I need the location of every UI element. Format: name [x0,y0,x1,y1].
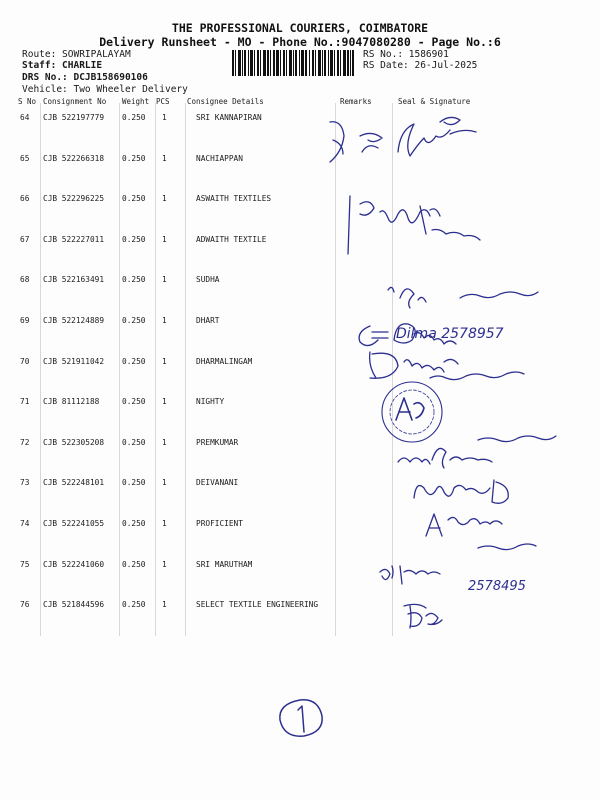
stamp-71 [382,382,442,442]
row-sno: 75 [20,560,30,569]
row-sno: 76 [20,600,30,609]
row-weight: 0.250 [122,438,146,447]
row-sno: 72 [20,438,30,447]
row-weight: 0.250 [122,235,146,244]
row-sno: 70 [20,357,30,366]
col-header-seal: Seal & Signature [398,97,471,106]
row-consignee: DEIVANANI [196,478,239,487]
column-rule [155,103,156,636]
drs-label: DRS No.: DCJB158690106 [22,72,148,83]
signature-64 [330,117,476,162]
route-label: Route: SOWRIPALAYAM [22,49,131,60]
row-consignee: DHARMALINGAM [196,357,253,366]
row-consignee: SRI KANNAPIRAN [196,113,262,122]
row-consignee: PROFICIENT [196,519,243,528]
row-consignee: ADWAITH TEXTILE [196,235,267,244]
row-consignment: CJB 522227011 [43,235,105,244]
row-weight: 0.250 [122,600,146,609]
signature-76 [404,604,442,628]
signature-69-text: Dilma 2578957 [396,326,504,342]
row-consignment: CJB 522241060 [43,560,105,569]
row-pcs: 1 [162,154,167,163]
row-consignment: CJB 522197779 [43,113,105,122]
row-consignee: NACHIAPPAN [196,154,243,163]
vehicle-label: Vehicle: Two Wheeler Delivery [22,84,188,95]
signature-66 [348,196,480,254]
row-sno: 74 [20,519,30,528]
row-pcs: 1 [162,519,167,528]
row-consignee: SRI MARUTHAM [196,560,253,569]
row-consignment: CJB 522266318 [43,154,105,163]
signature-73 [414,480,508,503]
row-consignee: DHART [196,316,220,325]
row-pcs: 1 [162,438,167,447]
runsheet-subtitle: Delivery Runsheet - MO - Phone No.:9047080280 - Page No.:6 [99,35,501,49]
signature-75 [380,566,440,584]
column-rule [40,103,41,636]
row-consignment: CJB 522248101 [43,478,105,487]
stamp-71-initials [396,398,424,420]
col-header-pcs: PCS [156,97,170,106]
rs-number: RS No.: 1586901 [363,49,449,60]
column-rule [335,103,336,636]
barcode-image [232,50,354,76]
signature-74 [426,514,536,550]
row-pcs: 1 [162,397,167,406]
row-consignee: NIGHTY [196,397,225,406]
row-pcs: 1 [162,357,167,366]
signature-69 [359,324,456,346]
row-consignment: CJB 522124889 [43,316,105,325]
row-pcs: 1 [162,194,167,203]
row-weight: 0.250 [122,316,146,325]
column-rule [392,103,393,636]
staff-label: Staff: CHARLIE [22,60,103,71]
row-weight: 0.250 [122,397,146,406]
company-title: THE PROFESSIONAL COURIERS, COIMBATORE [171,21,429,35]
row-pcs: 1 [162,560,167,569]
row-consignment: CJB 521844596 [43,600,105,609]
col-header-weight: Weight [122,97,150,106]
row-weight: 0.250 [122,357,146,366]
row-sno: 65 [20,154,30,163]
col-header-consignee: Consignee Details [187,97,264,106]
column-rule [185,103,186,636]
row-pcs: 1 [162,600,167,609]
row-sno: 71 [20,397,30,406]
row-consignment: CJB 522305208 [43,438,105,447]
row-sno: 68 [20,275,30,284]
column-rule [119,103,120,636]
signature-75-number: 2578495 [468,579,526,594]
row-consignment: CJB 81112188 [43,397,100,406]
row-pcs: 1 [162,275,167,284]
row-consignee: SUDHA [196,275,220,284]
row-pcs: 1 [162,478,167,487]
row-weight: 0.250 [122,560,146,569]
stamp-71-inner [390,390,434,434]
row-weight: 0.250 [122,519,146,528]
row-sno: 73 [20,478,30,487]
row-consignee: ASWAITH TEXTILES [196,194,272,203]
col-header-sno: S No [18,97,37,106]
rs-date: RS Date: 26-Jul-2025 [363,60,478,71]
signature-72 [398,436,556,468]
row-weight: 0.250 [122,275,146,284]
row-pcs: 1 [162,113,167,122]
col-header-remarks: Remarks [340,97,372,106]
signature-68 [388,287,538,308]
row-sno: 67 [20,235,30,244]
circled-one-mark [280,700,322,736]
row-consignment: CJB 522241055 [43,519,105,528]
row-consignment: CJB 522296225 [43,194,105,203]
row-consignee: PREMKUMAR [196,438,239,447]
row-consignment: CJB 521911042 [43,357,105,366]
row-weight: 0.250 [122,154,146,163]
row-consignee: SELECT TEXTILE ENGINEERING [196,600,319,609]
row-weight: 0.250 [122,478,146,487]
row-consignment: CJB 522163491 [43,275,105,284]
row-sno: 66 [20,194,30,203]
row-weight: 0.250 [122,113,146,122]
row-pcs: 1 [162,235,167,244]
row-sno: 69 [20,316,30,325]
row-sno: 64 [20,113,30,122]
row-weight: 0.250 [122,194,146,203]
row-pcs: 1 [162,316,167,325]
col-header-consignment: Consignment No [43,97,107,106]
